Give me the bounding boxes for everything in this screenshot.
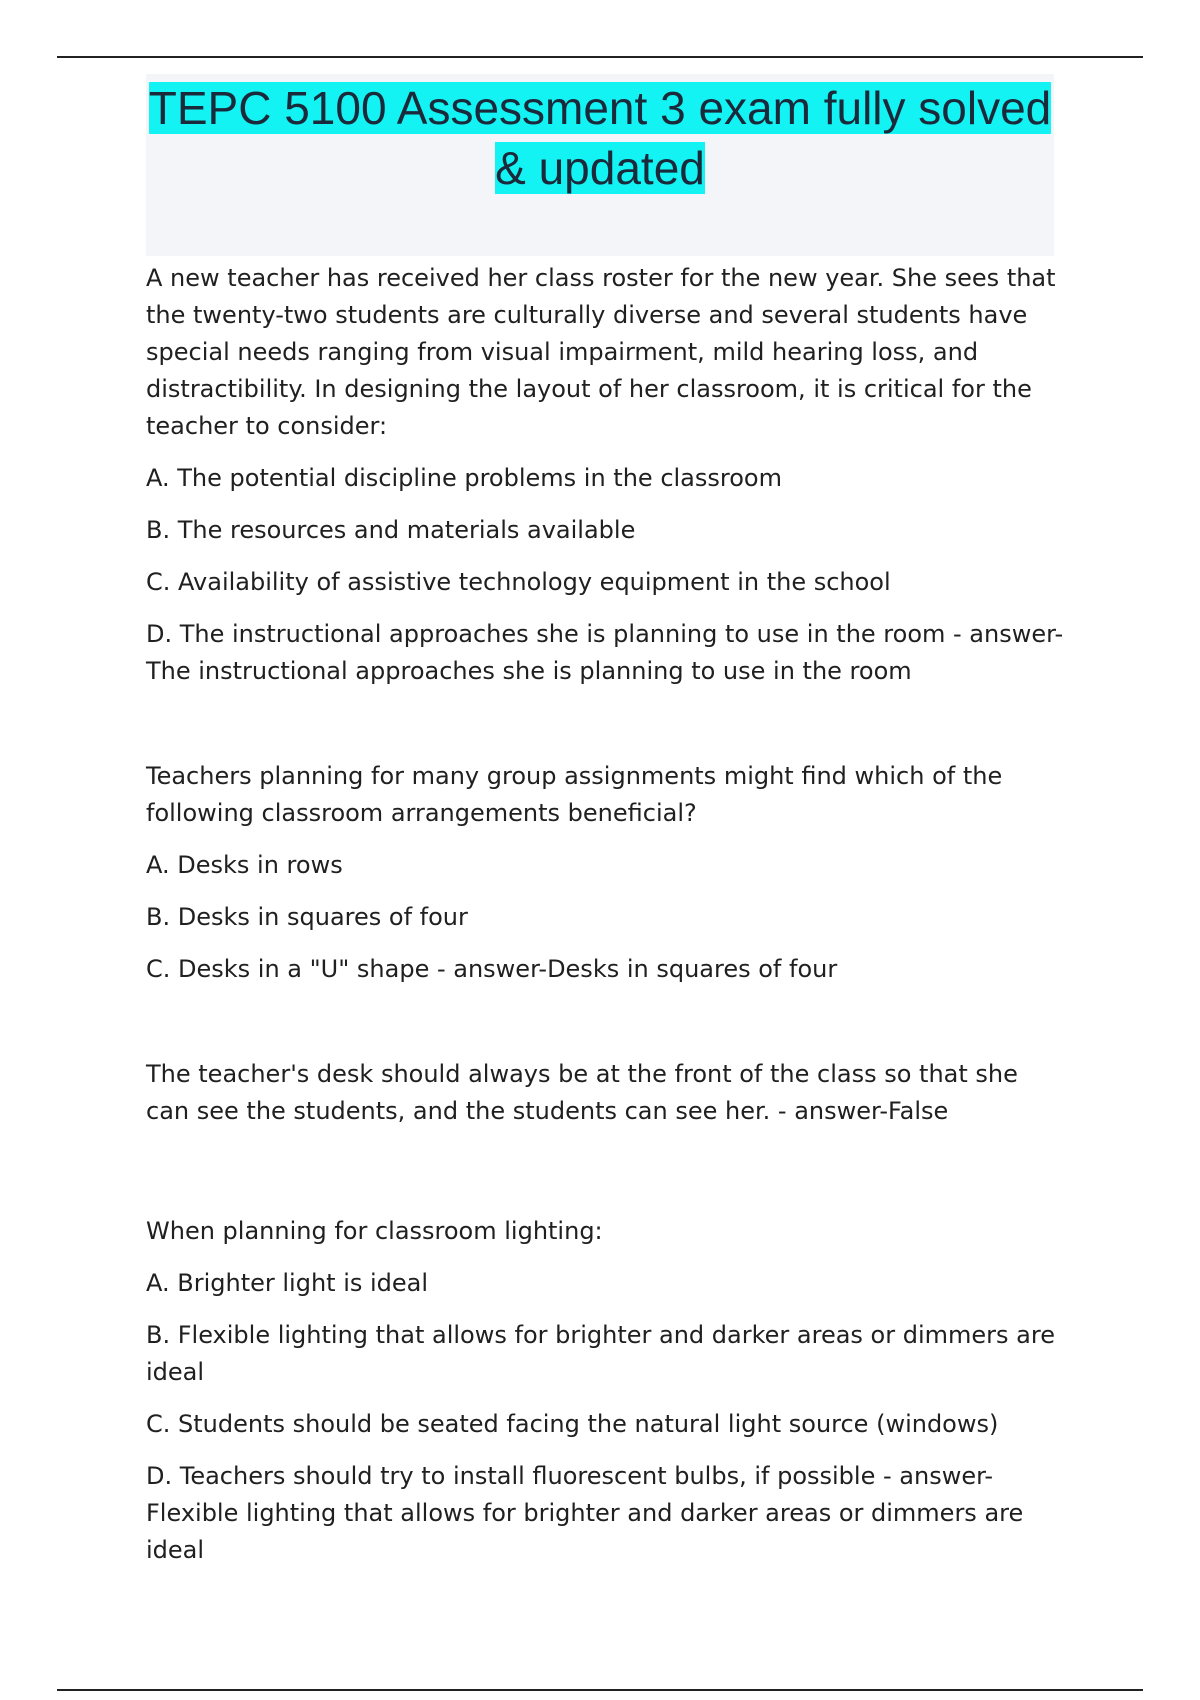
title-banner bbox=[146, 74, 1054, 256]
answer-option: A. Brighter light is ideal bbox=[146, 1269, 429, 1297]
answer-option: D. Teachers should try to install fluorescent bulbs, if possible - answer-Flexible lighting that allows for brighter and darker areas or dimmers are ideal bbox=[146, 1462, 1024, 1564]
question-prompt: A new teacher has received her class roster for the new year. She sees that the twenty-two students are culturally diverse and several students have special needs ranging from visual impairment, mild hearing loss, and distractibility. In designing the layout of her classroom, it is critical for the teacher to consider: bbox=[146, 264, 1056, 440]
question-prompt: Teachers planning for many group assignments might find which of the following classroom arrangements beneficial? bbox=[146, 762, 1003, 827]
document-title: TEPC 5100 Assessment 3 exam fully solved & updated bbox=[148, 82, 1052, 194]
answer-option: A. The potential discipline problems in the classroom bbox=[146, 464, 782, 492]
answer-option: B. The resources and materials available bbox=[146, 516, 636, 544]
question-block-3 bbox=[146, 1056, 1066, 1130]
question-block-2 bbox=[146, 758, 1066, 988]
question-block-1 bbox=[146, 260, 1066, 690]
answer-option: D. The instructional approaches she is planning to use in the room - answer-The instructional approaches she is planning to use in the room bbox=[146, 620, 1064, 685]
bottom-divider bbox=[57, 1689, 1143, 1691]
spacer bbox=[146, 1003, 1066, 1056]
top-divider bbox=[57, 56, 1143, 58]
document-body bbox=[146, 260, 1066, 1584]
answer-option: A. Desks in rows bbox=[146, 851, 343, 879]
question-block-4 bbox=[146, 1213, 1066, 1569]
question-prompt: When planning for classroom lighting: bbox=[146, 1217, 603, 1245]
answer-option: C. Desks in a "U" shape - answer-Desks in squares of four bbox=[146, 955, 838, 983]
spacer bbox=[146, 705, 1066, 758]
answer-option: B. Desks in squares of four bbox=[146, 903, 468, 931]
answer-option: B. Flexible lighting that allows for brighter and darker areas or dimmers are ideal bbox=[146, 1321, 1055, 1386]
answer-option: C. Availability of assistive technology equipment in the school bbox=[146, 568, 891, 596]
spacer bbox=[146, 1145, 1066, 1213]
question-prompt: The teacher's desk should always be at the front of the class so that she can see the students, and the students can see her. - answer-False bbox=[146, 1060, 1018, 1125]
answer-option: C. Students should be seated facing the natural light source (windows) bbox=[146, 1410, 999, 1438]
